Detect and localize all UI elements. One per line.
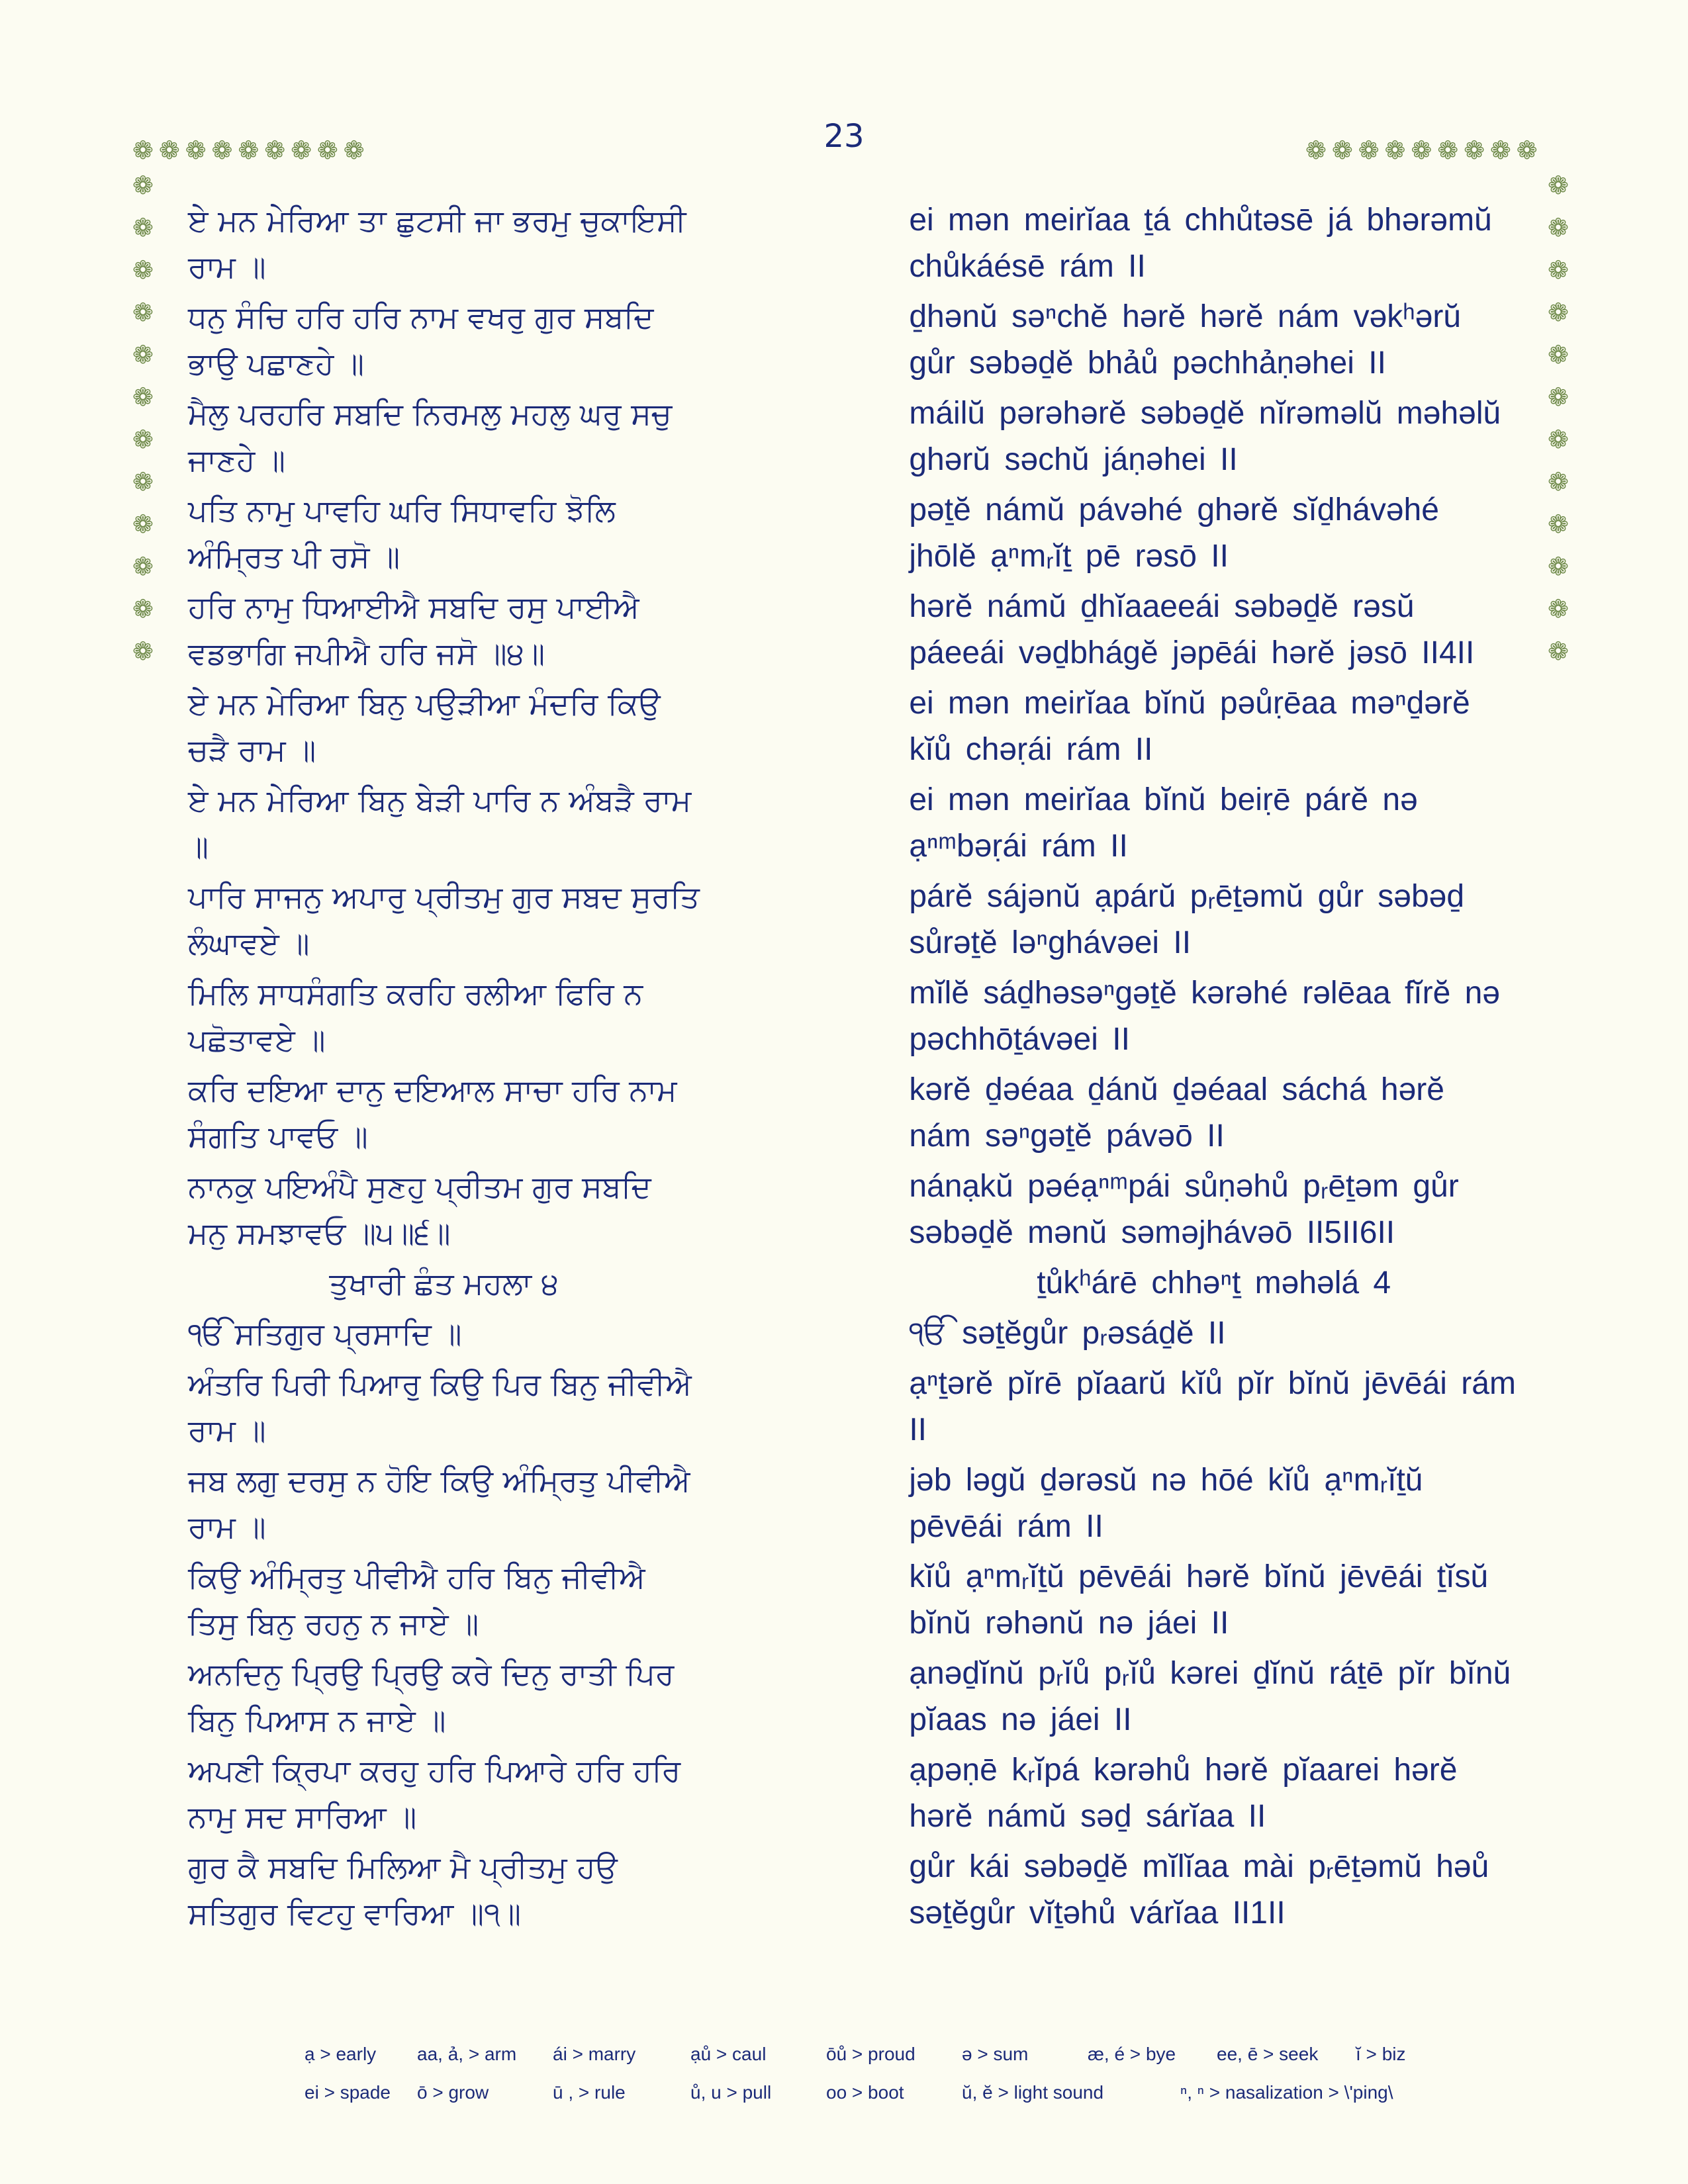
verse-row xyxy=(188,1554,1519,1647)
flower-icon: ❁ xyxy=(1358,136,1385,165)
border-top-left xyxy=(132,136,370,165)
gurmukhi-line: ਪਾਰਿ ਸਾਜਨੁ ਅਪਾਰੁ ਪ੍ਰੀਤਮੁ ਗੁਰ ਸਬਦ ਸੁਰਤਿ ਲੰਘਾਵਏ ॥ xyxy=(188,879,700,961)
flower-icon: ❁ xyxy=(132,255,154,285)
verse-row xyxy=(188,584,1519,676)
legend-item: ạů > caul xyxy=(690,2044,767,2064)
transliteration-line: ạⁿṯərĕ pĭrē pĭaarŭ kĭů pĭr bĭnŭ jēvēái rám II xyxy=(909,1366,1516,1447)
gurmukhi-line: ਏ ਮਨ ਮੇਰਿਆ ਬਿਨੁ ਪਉੜੀਆ ਮੰਦਰਿ ਕਿਉ ਚੜੈ ਰਾਮ ॥ xyxy=(188,686,661,768)
verse-row xyxy=(188,1651,1519,1743)
flower-icon: ❁ xyxy=(1331,136,1358,165)
legend-item: ə > sum xyxy=(962,2044,1029,2064)
flower-icon: ❁ xyxy=(1437,136,1464,165)
flower-icon: ❁ xyxy=(1548,383,1569,412)
verse-row xyxy=(188,390,1519,483)
legend-item: ū , > rule xyxy=(553,2082,626,2103)
flower-icon: ❁ xyxy=(316,136,344,165)
verse-row xyxy=(188,1310,1519,1357)
transliteration-line: kĭů ạⁿmᵣĭṯŭ pēvēái hərĕ bĭnŭ jēvēái ṯĭsŭ bĭnŭ rəhənŭ nə jáei II xyxy=(909,1559,1489,1641)
border-left xyxy=(132,164,159,672)
verse-list xyxy=(188,197,1519,1940)
gurmukhi-line: ਏ ਮਨ ਮੇਰਿਆ ਬਿਨੁ ਬੇੜੀ ਪਾਰਿ ਨ ਅੰਬੜੈ ਰਾਮ ॥ xyxy=(188,782,692,864)
flower-icon: ❁ xyxy=(1548,340,1569,369)
legend-item: oo > boot xyxy=(826,2082,904,2103)
legend-item: ĭ > biz xyxy=(1356,2044,1406,2064)
transliteration-line: ạpəṇē kᵣĭpá kərəhů hərĕ pĭaarei hərĕ hərĕ námŭ səḏ sárĭaa II xyxy=(909,1752,1458,1834)
verse-row xyxy=(188,1163,1519,1256)
gurmukhi-line: ਨਾਨਕੁ ਪਇਅੰਪੈ ਸੁਣਹੁ ਪ੍ਰੀਤਮ ਗੁਰ ਸਬਦਿ ਮਨੁ ਸਮਝਾਵਓ ॥੫॥੬॥ xyxy=(188,1169,651,1251)
legend-item: ⁿ, ⁿ > nasalization > \'ping\ xyxy=(1180,2082,1393,2103)
verse-row xyxy=(188,1747,1519,1840)
verse-row xyxy=(188,777,1519,870)
transliteration-heading: ṯůkʰárē chhəⁿṯ məhəlá 4 xyxy=(1037,1265,1391,1300)
flower-icon: ❁ xyxy=(132,298,154,327)
gurmukhi-line: ਹਰਿ ਨਾਮੁ ਧਿਆਈਐ ਸਬਦਿ ਰਸੁ ਪਾਈਐ ਵਡਭਾਗਿ ਜਪੀਐ ਹਰਿ ਜਸੋ ॥੪॥ xyxy=(188,589,639,671)
flower-icon: ❁ xyxy=(132,340,154,369)
verse-row xyxy=(188,1361,1519,1453)
transliteration-line: nánạkŭ pəéạⁿᵐpái sůṇəhů pᵣēṯəm gůr səbəḏĕ mənŭ səməjhávəō II5II6II xyxy=(909,1169,1459,1250)
verse-row xyxy=(188,487,1519,580)
transliteration-line: ੴ səṯĕgůr pᵣəsáḏĕ II xyxy=(909,1316,1226,1351)
flower-icon: ❁ xyxy=(185,136,212,165)
verse-row xyxy=(188,197,1519,290)
border-right xyxy=(1548,164,1574,672)
flower-icon: ❁ xyxy=(1464,136,1490,165)
flower-icon: ❁ xyxy=(1548,255,1569,285)
flower-icon: ❁ xyxy=(132,594,154,623)
transliteration-line: mĭlĕ sáḏhəsəⁿgəṯĕ kərəhé rəlēaa fĭrĕ nə pəchhōṯávəei II xyxy=(909,976,1501,1057)
legend-item: ů, u > pull xyxy=(690,2082,772,2103)
transliteration-line: párĕ sájənŭ ạpárŭ pᵣēṯəmŭ gůr səbəḏ sůrəṯĕ ləⁿghávəei II xyxy=(909,879,1465,960)
gurmukhi-line: ਪਤਿ ਨਾਮੁ ਪਾਵਹਿ ਘਰਿ ਸਿਧਾਵਹਿ ਝੋਲਿ ਅੰਮ੍ਰਿਤ ਪੀ ਰਸੋ ॥ xyxy=(188,492,616,574)
flower-icon: ❁ xyxy=(132,171,154,200)
gurmukhi-line: ਮੈਲੁ ਪਰਹਰਿ ਸਬਦਿ ਨਿਰਮਲੁ ਮਹਲੁ ਘਰੁ ਸਚੁ ਜਾਣਹੇ ॥ xyxy=(188,396,672,478)
legend-item: ei > spade xyxy=(305,2082,391,2103)
pronunciation-legend xyxy=(305,2044,1470,2120)
transliteration-line: ḏhənŭ səⁿchĕ hərĕ hərĕ nám vəkʰərŭ gůr səbəḏĕ bhảů pəchhảṇəhei II xyxy=(909,299,1462,381)
legend-item: ōů > proud xyxy=(826,2044,915,2064)
gurmukhi-line: ਮਿਲਿ ਸਾਧਸੰਗਤਿ ਕਰਹਿ ਰਲੀਆ ਫਿਰਿ ਨ ਪਛੋਤਾਵਏ ॥ xyxy=(188,976,643,1058)
gurmukhi-line: ੴ ਸਤਿਗੁਰ ਪ੍ਰਸਾਦਿ ॥ xyxy=(188,1316,462,1351)
transliteration-line: ei mən meirĭaa bĭnŭ beiṛē párĕ nə ạⁿᵐbəṛái rám II xyxy=(909,782,1418,864)
verse-row xyxy=(188,1067,1519,1160)
flower-icon: ❁ xyxy=(132,383,154,412)
flower-icon: ❁ xyxy=(1384,136,1411,165)
gurmukhi-line: ਅਨਦਿਨੁ ਪ੍ਰਿਉ ਪ੍ਰਿਉ ਕਰੇ ਦਿਨੁ ਰਾਤੀ ਪਿਰ ਬਿਨੁ ਪਿਆਸ ਨ ਜਾਏ ॥ xyxy=(188,1656,675,1738)
gurmukhi-line: ਏ ਮਨ ਮੇਰਿਆ ਤਾ ਛੁਟਸੀ ਜਾ ਭਰਮੁ ਚੁਕਾਇਸੀ ਰਾਮ ॥ xyxy=(188,203,686,285)
flower-icon: ❁ xyxy=(238,136,265,165)
flower-icon: ❁ xyxy=(1548,213,1569,242)
legend-item: æ, é > bye xyxy=(1088,2044,1176,2064)
flower-icon: ❁ xyxy=(132,552,154,581)
section-heading xyxy=(188,1260,1519,1306)
legend-row xyxy=(305,2082,1470,2120)
flower-icon: ❁ xyxy=(1548,594,1569,623)
gurmukhi-line: ਕਿਉ ਅੰਮ੍ਰਿਤੁ ਪੀਵੀਐ ਹਰਿ ਬਿਨੁ ਜੀਵੀਐ ਤਿਸੁ ਬਿਨੁ ਰਹਨੁ ਨ ਜਾਏ ॥ xyxy=(188,1559,645,1641)
flower-icon: ❁ xyxy=(158,136,185,165)
flower-icon: ❁ xyxy=(343,136,370,165)
flower-icon: ❁ xyxy=(132,637,154,666)
transliteration-line: hərĕ námŭ ḏhĭaaeeái səbəḏĕ rəsŭ páeeái vəḏbhágĕ jəpēái hərĕ jəsō II4II xyxy=(909,589,1475,670)
flower-icon: ❁ xyxy=(1548,298,1569,327)
flower-icon: ❁ xyxy=(264,136,291,165)
transliteration-line: kərĕ ḏəéaa ḏánŭ ḏəéaal sáchá hərĕ nám səⁿgəṯĕ pávəō II xyxy=(909,1072,1444,1154)
transliteration-line: gůr kái səbəḏĕ mĭlĭaa mài pᵣēṯəmŭ həů səṯĕgůr vĭṯəhů várĭaa II1II xyxy=(909,1849,1489,1931)
verse-row xyxy=(188,294,1519,387)
flower-icon: ❁ xyxy=(132,136,159,165)
gurmukhi-line: ਜਬ ਲਗੁ ਦਰਸੁ ਨ ਹੋਇ ਕਿਉ ਅੰਮ੍ਰਿਤੁ ਪੀਵੀਐ ਰਾਮ ॥ xyxy=(188,1463,690,1545)
transliteration-line: pəṯĕ námŭ pávəhé ghərĕ sĭḏhávəhé jhōlĕ ạⁿmᵣĭṯ pē rəsō II xyxy=(909,492,1439,574)
transliteration-line: ei mən meirĭaa ṯá chhůtəsē já bhərəmŭ chůkáésē rám II xyxy=(909,203,1492,284)
flower-icon: ❁ xyxy=(1516,136,1543,165)
gurmukhi-line: ਅਪਣੀ ਕ੍ਰਿਪਾ ਕਰਹੁ ਹਰਿ ਪਿਆਰੇ ਹਰਿ ਹਰਿ ਨਾਮੁ ਸਦ ਸਾਰਿਆ ॥ xyxy=(188,1752,681,1835)
flower-icon: ❁ xyxy=(132,213,154,242)
legend-item: ee, ē > seek xyxy=(1217,2044,1319,2064)
transliteration-line: máilŭ pərəhərĕ səbəḏĕ nĭrəməlŭ məhəlŭ ghərŭ səchŭ jáṇəhei II xyxy=(909,396,1501,477)
flower-icon: ❁ xyxy=(211,136,238,165)
flower-icon: ❁ xyxy=(1548,171,1569,200)
gurmukhi-line: ਧਨੁ ਸੰਚਿ ਹਰਿ ਹਰਿ ਨਾਮ ਵਖਰੁ ਗੁਰ ਸਬਦਿ ਭਾਉ ਪਛਾਣਹੇ ॥ xyxy=(188,299,654,381)
gurmukhi-line: ਅੰਤਰਿ ਪਿਰੀ ਪਿਆਰੁ ਕਿਉ ਪਿਰ ਬਿਨੁ ਜੀਵੀਐ ਰਾਮ ॥ xyxy=(188,1366,692,1448)
legend-row xyxy=(305,2044,1470,2082)
flower-icon: ❁ xyxy=(132,425,154,454)
flower-icon: ❁ xyxy=(1548,510,1569,539)
gurmukhi-line: ਗੁਰ ਕੈ ਸਬਦਿ ਮਿਲਿਆ ਮੈ ਪ੍ਰੀਤਮੁ ਹਉ ਸਤਿਗੁਰ ਵਿਟਹੁ ਵਾਰਿਆ ॥੧॥ xyxy=(188,1849,618,1931)
flower-icon: ❁ xyxy=(1305,136,1332,165)
verse-row xyxy=(188,970,1519,1063)
flower-icon: ❁ xyxy=(132,467,154,496)
flower-icon: ❁ xyxy=(132,510,154,539)
transliteration-line: jəb ləgŭ ḏərəsŭ nə hōé kĭů ạⁿmᵣĭṯŭ pēvēái rám II xyxy=(909,1463,1423,1544)
verse-row xyxy=(188,874,1519,966)
legend-item: ái > marry xyxy=(553,2044,636,2064)
gurmukhi-line: ਕਰਿ ਦਇਆ ਦਾਨੁ ਦਇਆਲ ਸਾਚਾ ਹਰਿ ਨਾਮ ਸੰਗਤਿ ਪਾਵਓ ॥ xyxy=(188,1072,677,1154)
verse-row xyxy=(188,680,1519,773)
flower-icon: ❁ xyxy=(1548,425,1569,454)
transliteration-line: ei mən meirĭaa bĭnŭ pəůṛēaa məⁿḏərĕ kĭů chəṛái rám II xyxy=(909,686,1470,767)
legend-item: ạ > early xyxy=(305,2044,377,2064)
verse-row xyxy=(188,1457,1519,1550)
verse-row xyxy=(188,1844,1519,1936)
page-number: 23 xyxy=(823,118,865,155)
legend-item: ŭ, ĕ > light sound xyxy=(962,2082,1104,2103)
flower-icon: ❁ xyxy=(1548,552,1569,581)
transliteration-line: ạnəḏĭnŭ pᵣĭů pᵣĭů kərei ḏĭnŭ ráṯē pĭr bĭnŭ pĭaas nə jáei II xyxy=(909,1656,1511,1737)
flower-icon: ❁ xyxy=(1548,467,1569,496)
legend-item: aa, ả, > arm xyxy=(417,2044,517,2064)
flower-icon: ❁ xyxy=(291,136,317,165)
flower-icon: ❁ xyxy=(1411,136,1438,165)
flower-icon: ❁ xyxy=(1489,136,1517,165)
border-top-right xyxy=(1305,136,1543,165)
flower-icon: ❁ xyxy=(1548,637,1569,666)
legend-item: ō > grow xyxy=(417,2082,489,2103)
gurmukhi-heading: ਤੁਖਾਰੀ ਛੰਤ ਮਹਲਾ ੪ xyxy=(329,1265,559,1301)
